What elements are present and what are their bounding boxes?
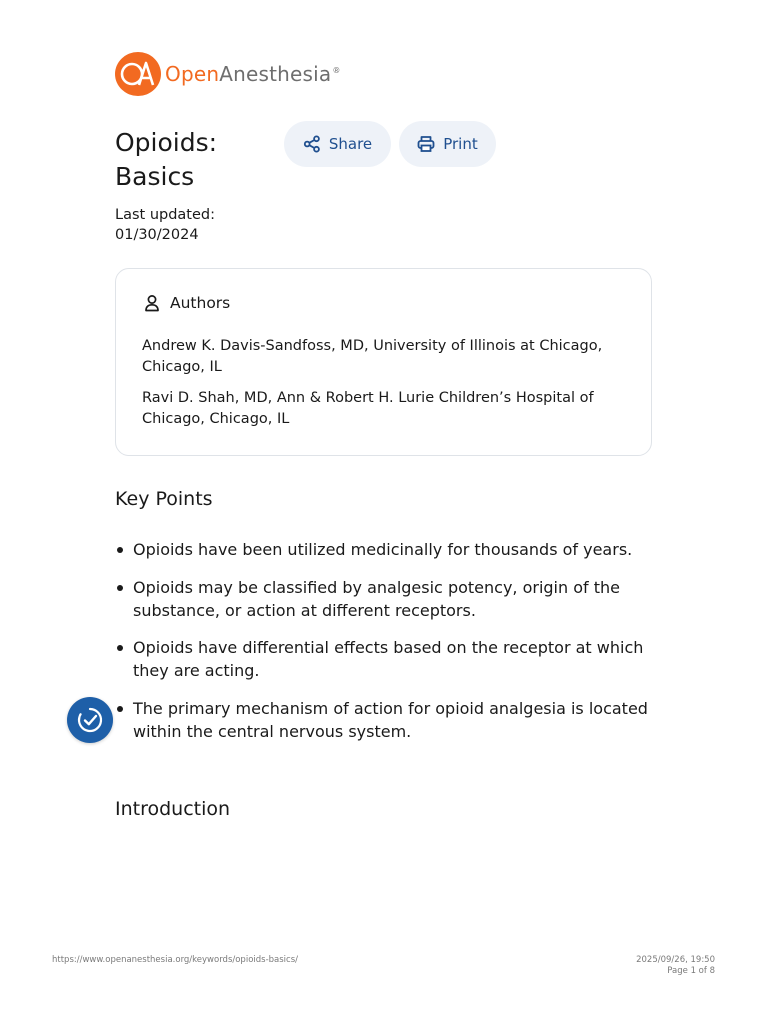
share-icon: [303, 135, 321, 153]
brand-logo[interactable]: [115, 52, 341, 96]
share-button[interactable]: [284, 121, 391, 167]
brand-name-anesthesia: Anesthesia: [219, 62, 332, 86]
key-points-heading: Key Points: [115, 488, 213, 510]
authors-card: [115, 268, 652, 456]
person-icon: [144, 294, 160, 312]
footer-timestamp: 2025/09/26, 19:50: [636, 955, 715, 965]
key-point-item: Opioids have been utilized medicinally for thousands of years.: [115, 538, 660, 561]
key-point-item: Opioids may be classified by analgesic potency, origin of the substance, or action at different receptors.: [115, 576, 660, 622]
last-updated: [115, 205, 215, 245]
authors-heading-label: Authors: [170, 294, 231, 312]
last-updated-label: Last updated:: [115, 207, 215, 223]
page-title-line-2: Basics: [115, 162, 195, 191]
print-button[interactable]: [399, 121, 496, 167]
footer-url: https://www.openanesthesia.org/keywords/opioids-basics/: [52, 955, 299, 965]
floating-action-button[interactable]: [67, 697, 113, 743]
footer-meta: [636, 955, 715, 977]
key-point-item: The primary mechanism of action for opioid analgesia is located within the central nervous system.: [115, 697, 660, 743]
brand-name: [165, 62, 341, 86]
oa-logo-badge: [115, 52, 161, 96]
history-check-icon: [75, 705, 105, 735]
author-entry: Andrew K. Davis-Sandfoss, MD, University of Illinois at Chicago, Chicago, IL: [142, 338, 603, 375]
last-updated-date: 01/30/2024: [115, 227, 199, 243]
print-button-label: Print: [443, 135, 478, 153]
footer-page-number: Page 1 of 8: [667, 966, 715, 976]
introduction-heading: Introduction: [115, 798, 231, 820]
key-points-list: [115, 538, 660, 743]
authors-heading: [144, 294, 230, 312]
author-entry: Ravi D. Shah, MD, Ann & Robert H. Lurie Children’s Hospital of Chicago, Chicago, IL: [142, 390, 594, 427]
key-point-item: Opioids have differential effects based on the receptor at which they are acting.: [115, 636, 660, 682]
page-title: [115, 126, 275, 194]
share-button-label: Share: [328, 135, 373, 153]
printer-icon: [417, 135, 435, 153]
page-title-line-1: Opioids:: [115, 128, 218, 157]
registered-mark: ®: [332, 66, 341, 76]
brand-name-open: Open: [165, 62, 220, 86]
